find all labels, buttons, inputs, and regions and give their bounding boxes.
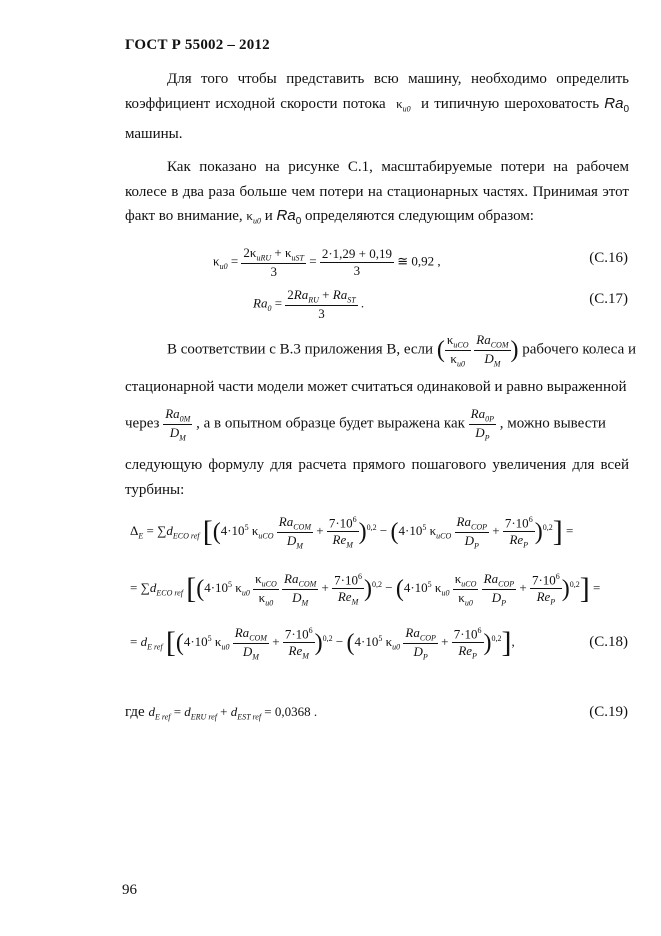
paragraph-condition: В соответствии с В.3 приложения В, если ( $\frac{\kappa_{uCO}}{\kappa_{u0}}$ $\frac{Ra_{COM}}{D_M}$ ) рабочего колеса и (167, 332, 637, 369)
equation-c17: $Ra_0$ = $\frac{2Ra_{RU} + Ra_{ST}}{3}$ . (253, 287, 365, 321)
equation-c19: где $d_{E ref} = d_{ERU ref} + d_{EST ref} = 0,0368$ . (125, 704, 318, 722)
paragraph-intro (125, 67, 629, 147)
ra0-symbol: $Ra_0$ (276, 207, 302, 227)
equation-delta-line1: $\Delta_E = \sum d_{ECO ref}$ [($4\cdot 10^5$ $\kappa_{uCO}$ $\frac{Ra_{COM}}{D_M}$ + $\frac{7\cdot 10^6}{Re_M}$ )$^{0,2} - (4\cdot 10^5$ $\kappa_{uCO}$ $\frac{Ra_{COP}}{D_P}$ + $\frac{7\cdot 10^6}{Re_P}$ )$^{0,2}$] = (130, 514, 574, 551)
paragraph-text: и (264, 208, 273, 224)
paragraph-text: и типичную шероховатость (421, 95, 600, 112)
equation-number: (С.17) (589, 291, 628, 307)
equation-number: (С.18) (589, 634, 628, 650)
page-number: 96 (122, 882, 137, 898)
equation-delta-line2: = $\sum d_{ECO ref}$ [($4\cdot 10^5$ $\kappa_{u0}$ $\frac{\kappa_{uCO}}{\kappa_{u0}}$ $\frac{Ra_{COM}}{D_M}$ + $\frac{7\cdot 10^6}{Re_M}$ )$^{0,2} - (4\cdot 10^5$ $\kappa_{u0}$ $\frac{\kappa_{uCO}}{\kappa_{u0}}$ $\frac{Ra_{COP}}{D_P}$ + $\frac{7\cdot 10^6}{Re_P}$ )$^{0,2}$] = (130, 571, 601, 608)
equation-number: (С.19) (589, 704, 628, 720)
equation-number: (С.16) (589, 250, 628, 266)
paragraph-text: Как показано на рисунке С.1, масштабируемые потери на рабочем колесе в два раза больше чем потери на стационарных частях. Принимая этот факт во внимание, (125, 159, 629, 224)
paragraph-text: машины. (125, 126, 183, 142)
paragraph-text: стационарной части модели может считаться одинаковой и равно выраженной (125, 379, 627, 395)
document-header: ГОСТ Р 55002 – 2012 (125, 37, 270, 53)
paragraph-scaling (125, 155, 629, 235)
paragraph-formula-intro: следующую формулу для расчета прямого пошагового увеличения для всей турбины: (125, 457, 629, 498)
paragraph-text: определяются следующим образом: (305, 208, 534, 224)
ra0-symbol: $Ra_0$ (604, 94, 630, 115)
equation-delta-line3: = $d_{E ref}$ [($4\cdot 10^5$ $\kappa_{u0}$ $\frac{Ra_{COM}}{D_M}$ + $\frac{7\cdot 10^6}{Re_M}$ )$^{0,2} - (4\cdot 10^5$ $\kappa_{u0}$ $\frac{Ra_{COP}}{D_P}$ + $\frac{7\cdot 10^6}{Re_P}$ )$^{0,2}$], (130, 625, 515, 662)
equation-c16: $\kappa_{u0}$ = $\frac{2\kappa_{uRU} + \kappa_{uST}}{3}$ = $\frac{2\cdot 1,29 + 0,19}{3}$ ≅ 0,92 , (213, 245, 441, 279)
paragraph-through: через $\frac{Ra_{0M}}{D_M}$ , а в опытном образце будет выражена как $\frac{Ra_{0P}}{D_P}$ , можно вывести (125, 406, 606, 443)
kappa-symbol: $\kappa_{u0}$ (396, 95, 411, 114)
paragraph-text: Для того чтобы представить всю машину, необходимо определить коэффициент исходной скорости потока (125, 71, 629, 112)
kappa-symbol: $\kappa_{u0}$ (246, 208, 261, 226)
